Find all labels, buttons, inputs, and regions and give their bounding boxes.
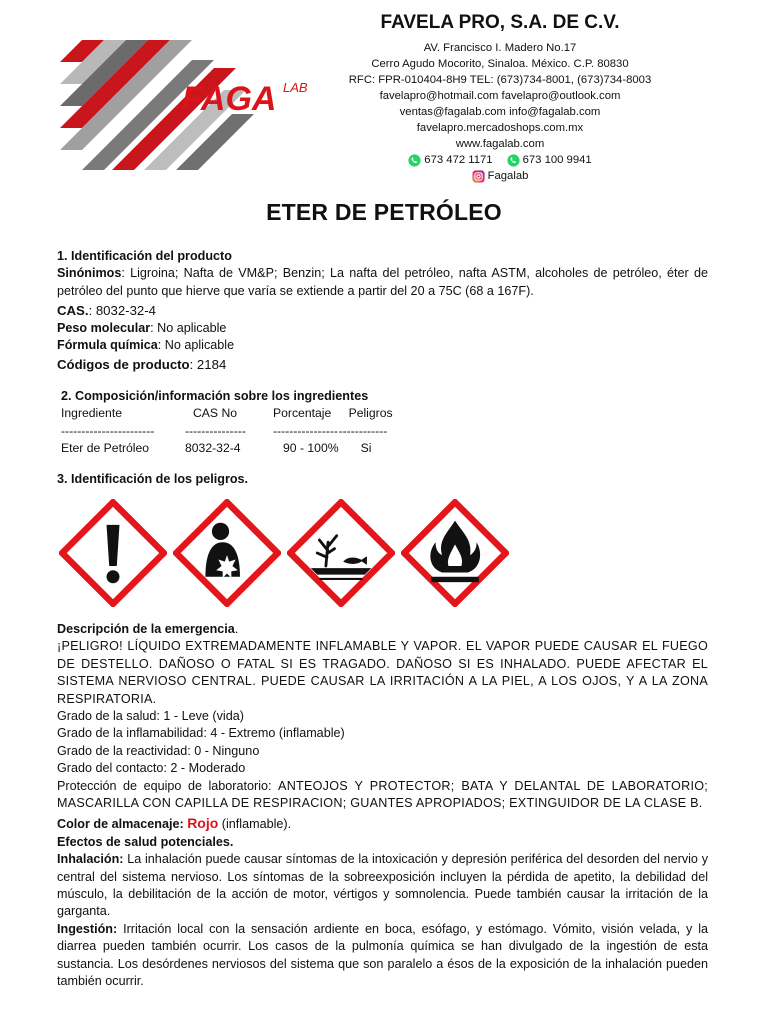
storage-color-line xyxy=(57,815,708,833)
website-link[interactable]: www.fagalab.com xyxy=(455,138,545,150)
table-divider-cell: --------------- xyxy=(185,423,246,438)
cas-line xyxy=(57,302,708,319)
formula-line xyxy=(57,337,708,354)
ghs-pictograms xyxy=(59,499,708,607)
mw-value: : No aplicable xyxy=(150,320,227,335)
emergency-heading xyxy=(57,621,708,638)
whatsapp-contact-1[interactable] xyxy=(408,152,492,168)
ppe-paragraph xyxy=(57,778,708,813)
storage-label: Color de almacenaje: xyxy=(57,817,188,832)
formula-label: Fórmula química xyxy=(57,338,158,353)
inhalation-paragraph xyxy=(57,851,708,921)
table-divider-cell: ------------ xyxy=(338,423,388,438)
whatsapp-icon xyxy=(507,154,520,167)
storage-color-value: Rojo xyxy=(187,815,219,832)
emergency-heading-text: Descripción de la emergencia xyxy=(57,621,235,636)
logo-wordmark: FAGA xyxy=(182,80,277,118)
ppe-text: ANTEOJOS Y PROTECTOR; BATA Y DELANTAL DE LABORATORIO; MASCARILLA CON CAPILLA DE RESPIRACION; GUANTES APROPIADOS; EXTINGUIDOR DE LA CLASE B. xyxy=(57,778,708,810)
flammability-grade: Grado de la inflamabilidad: 4 - Extremo (inflamable) xyxy=(57,726,345,741)
phone-number-2: 673 100 9941 xyxy=(522,154,592,166)
section-2-heading: 2. Composición/información sobre los ingredientes xyxy=(61,388,369,403)
table-divider-cell: ----------------------- xyxy=(61,423,155,438)
instagram-row xyxy=(330,168,670,184)
formula-value: : No aplicable xyxy=(157,338,235,353)
table-header-cell: Porcentaje xyxy=(273,406,332,421)
whatsapp-icon xyxy=(408,154,421,167)
composition-table xyxy=(61,405,409,457)
table-header-cell: Peligros xyxy=(348,406,393,421)
address-line-1: AV. Francisco I. Madero No.17 xyxy=(423,42,577,54)
phone-number-1: 673 472 1171 xyxy=(424,154,493,166)
table-row xyxy=(61,440,409,457)
instagram-icon xyxy=(472,170,485,183)
sds-content xyxy=(57,248,708,990)
inhalation-text: La inhalación puede causar síntomas de la intoxicación y depresión periférica del desorden del nervio y central del sistema nervioso. Los síntomas de la sobreexposición incluyen la pérdida de apetito, la debilidad del músculo, la debilitación de la acción de motor, vértigos y somnolencia. Puede también causar la irritación de la garganta. xyxy=(57,852,708,919)
email-line-1[interactable]: favelapro@hotmail.com favelapro@outlook.com xyxy=(379,90,621,102)
synonyms-text: : Ligroina; Nafta de VM&P; Benzin; La nafta del petróleo, nafta ASTM, alcoholes de petróleo, éter de petróleo del punto que hierve que varía se extiende a partir del 20 a 75C (68 a 167F). xyxy=(57,266,708,298)
section-3-heading: 3. Identificación de los peligros. xyxy=(57,472,249,487)
table-header-cell: CAS No xyxy=(193,406,238,421)
flame-icon xyxy=(401,499,509,607)
whatsapp-row xyxy=(330,152,670,168)
product-codes-line xyxy=(57,356,708,373)
document-title: ETER DE PETRÓLEO xyxy=(266,199,502,225)
company-info xyxy=(330,12,670,184)
molecular-weight-line xyxy=(57,320,708,337)
table-cell: Eter de Petróleo xyxy=(61,441,150,456)
logo-subword: LAB xyxy=(283,80,308,95)
codes-value: : 2184 xyxy=(189,357,227,373)
synonyms-label: Sinónimos xyxy=(57,266,122,281)
health-effects-heading: Efectos de salud potenciales. xyxy=(57,834,234,849)
mw-label: Peso molecular xyxy=(57,320,151,335)
table-cell: 8032-32-4 xyxy=(185,441,241,456)
table-header-cell: Ingrediente xyxy=(61,406,122,421)
cas-label: CAS. xyxy=(57,303,89,319)
cas-value: : 8032-32-4 xyxy=(88,303,156,319)
whatsapp-contact-2[interactable] xyxy=(507,152,592,168)
inhalation-label: Inhalación: xyxy=(57,852,124,867)
table-divider-row xyxy=(61,423,409,440)
section-1-heading: 1. Identificación del producto xyxy=(57,249,232,263)
company-name: FAVELA PRO, S.A. DE C.V. xyxy=(380,12,620,33)
fagalab-logo xyxy=(52,22,342,172)
ppe-prefix: Protección de equipo de laboratorio: xyxy=(57,778,279,793)
contact-grade: Grado del contacto: 2 - Moderado xyxy=(57,761,246,776)
table-header-row xyxy=(61,405,409,422)
address-line-2: Cerro Agudo Mocorito, Sinaloa. México. C.P. 80830 xyxy=(371,58,629,70)
ingestion-paragraph xyxy=(57,921,708,991)
rfc-phone-line: RFC: FPR-010404-8H9 TEL: (673)734-8001, (673)734-8003 xyxy=(348,74,652,86)
email-line-2[interactable]: ventas@fagalab.com info@fagalab.com xyxy=(399,106,601,118)
emergency-heading-dot: . xyxy=(234,621,239,636)
table-cell: 90 - 100% xyxy=(283,441,339,456)
synonyms-paragraph xyxy=(57,265,708,300)
table-divider-cell: ---------------- xyxy=(273,423,338,438)
storage-note: (inflamable). xyxy=(218,817,292,832)
codes-label: Códigos de producto xyxy=(57,357,190,373)
ingestion-text: Irritación local con la sensación ardiente en boca, esófago, y estómago. Vómito, visión velada, y la diarrea pueden también ocurrir. Los casos de la pulmonía química se han divulgado de la ingestión de esta sustancia. Los desórdenes nerviosos del sistema que son paralelo a ésos de la exposición de la inhalación pueden también ocurrir. xyxy=(57,921,708,988)
shop-link[interactable]: favelapro.mercadoshops.com.mx xyxy=(416,122,584,134)
ingestion-label: Ingestión: xyxy=(57,921,118,936)
instagram-contact[interactable] xyxy=(472,168,529,184)
emergency-warning: ¡PELIGRO! LÍQUIDO EXTREMADAMENTE INFLAMABLE Y VAPOR. EL VAPOR PUEDE CAUSAR EL FUEGO DE DESTELLO. DAÑOSO O FATAL SI ES TRAGADO. DAÑOSO SI ES INHALADO. PUEDE AFECTAR EL SISTEMA NERVIOSO CENTRAL. PUEDE CAUSAR LA IRRITACIÓN A LA PIEL, A LOS OJOS, Y A LA ZONA RESPIRATORIA. xyxy=(57,639,708,706)
health-grade: Grado de la salud: 1 - Leve (vida) xyxy=(57,708,244,723)
health-hazard-icon xyxy=(173,499,281,607)
reactivity-grade: Grado de la reactividad: 0 - Ninguno xyxy=(57,743,260,758)
table-cell: Si xyxy=(360,441,372,456)
instagram-handle: Fagalab xyxy=(487,170,529,182)
environment-hazard-icon xyxy=(287,499,395,607)
exclamation-mark-icon xyxy=(59,499,167,607)
